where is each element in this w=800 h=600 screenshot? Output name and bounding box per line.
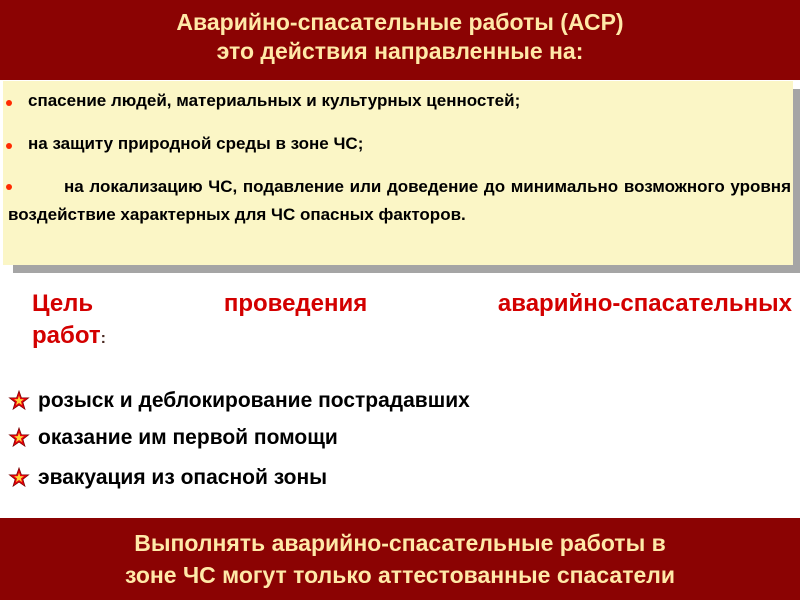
task-text: розыск и деблокирование пострадавших bbox=[38, 389, 470, 412]
red-star-icon bbox=[8, 390, 30, 412]
goal-word: проведения bbox=[223, 290, 368, 317]
info-box bbox=[3, 81, 793, 265]
goal-word: Цель bbox=[32, 290, 94, 317]
goal-heading bbox=[32, 288, 792, 355]
info-item-localization-text: на локализацию ЧС, подавление или доведение до минимально возможного уровня воздействие характерных для ЧС опасных факторов. bbox=[8, 177, 791, 224]
footer-line1: Выполнять аварийно-спасательные работы в bbox=[134, 530, 666, 556]
info-item-rescue: спасение людей, материальных и культурных ценностей; bbox=[28, 91, 521, 110]
goal-word: аварийно-спасательных bbox=[497, 290, 792, 317]
footer-line2: зоне ЧС могут только аттестованные спасатели bbox=[124, 562, 676, 588]
task-item-evacuation bbox=[8, 464, 327, 492]
task-text: оказание им первой помощи bbox=[38, 426, 338, 449]
bullet-dot-icon bbox=[6, 143, 12, 149]
task-text: эвакуация из опасной зоны bbox=[38, 466, 328, 489]
task-item-search bbox=[8, 387, 470, 415]
info-item-localization bbox=[8, 173, 791, 229]
header-title-line2: это действия направленные на: bbox=[216, 38, 584, 64]
bullet-dot-icon bbox=[6, 100, 12, 106]
info-item-environment: на защиту природной среды в зоне ЧС; bbox=[28, 134, 364, 153]
goal-word: работ bbox=[32, 322, 101, 349]
footer-banner bbox=[0, 518, 800, 600]
red-star-icon bbox=[8, 427, 30, 449]
header-title-line1: Аварийно-спасательные работы (АСР) bbox=[176, 9, 624, 35]
goal-colon: : bbox=[100, 330, 106, 347]
task-item-first-aid bbox=[8, 424, 338, 452]
red-star-icon bbox=[8, 467, 30, 489]
header-banner bbox=[0, 0, 800, 80]
